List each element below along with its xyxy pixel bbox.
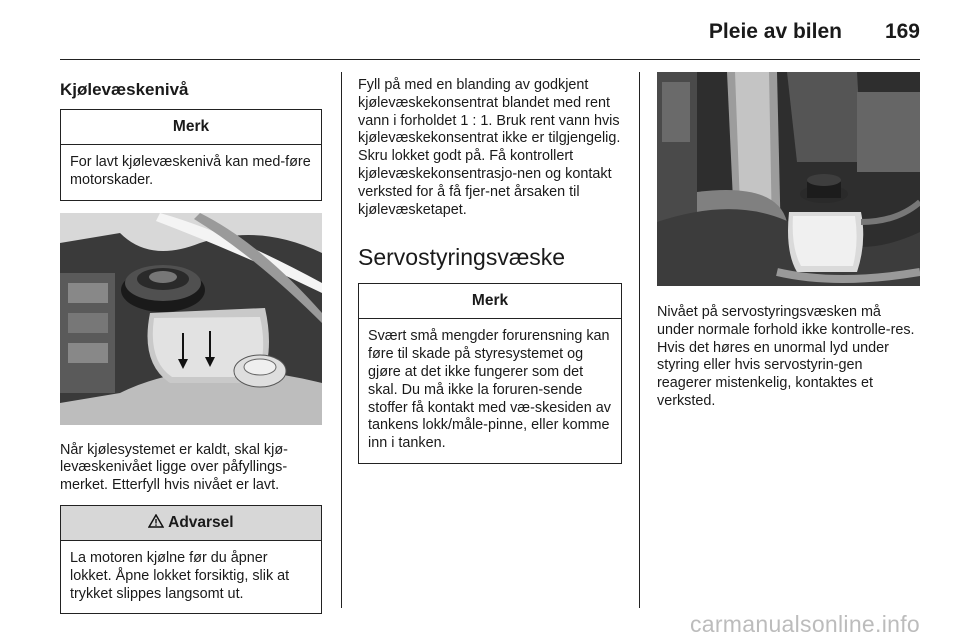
note-box-power-steering — [358, 283, 622, 464]
footer-watermark: carmanualsonline.info — [689, 611, 920, 637]
column-coolant-continued — [358, 77, 622, 476]
note-label: Merk — [359, 284, 621, 319]
warning-triangle-icon — [148, 514, 164, 528]
header-divider — [60, 59, 920, 60]
note-text: For lavt kjølevæskenivå kan med-føre motorskader. — [70, 154, 311, 188]
column-power-steering — [657, 72, 920, 411]
section-title-coolant: Kjølevæskenivå — [60, 80, 189, 99]
column-divider-1 — [341, 72, 342, 608]
coolant-fill-text: Fyll på med en blanding av godkjent kjølevæskekonsentrat blandet med rent vann i forholdet 1 : 1. Bruk rent vann hvis kjølevæskekonsentrat ikke er tilgjengelig. Skru lokket godt på. Få kontrollert kjølevæskekonsentrasjo-nen og kontakt verksted for å få fjer-net årsaken til kjølevæsketapet. — [358, 77, 621, 218]
warning-text: La motoren kjølne før du åpner lokket. Åpne lokket forsiktig, slik at trykket slippes langsomt ut. — [70, 549, 290, 602]
note-label: Merk — [61, 110, 321, 145]
page-number: 169 — [884, 20, 920, 43]
power-steering-body-text: Nivået på servostyringsvæsken må under normale forhold ikke kontrolle-res. Hvis det høres en unormal lyd under styring eller hvis servostyrin-gen reagerer mistenkelig, kontaktes et verksted. — [657, 304, 915, 409]
section-title-power-steering: Servostyringsvæske — [358, 244, 566, 271]
note-text: Svært små mengder forurensning kan føre til skade på styresystemet og gjøre at det ikke fungerer som det skal. Du må ikke la foruren-sende stoffer få kontakt med væ-skesiden av tankens lokk/måle-pinne, eller komme inn i tanken. — [368, 328, 611, 452]
coolant-body-text: Når kjølesystemet er kaldt, skal kjø-levæskenivået ligge over påfyllings-merket. Etterfyll hvis nivået er lavt. — [60, 441, 288, 494]
warning-label: Advarsel — [168, 513, 234, 531]
warning-header — [61, 506, 321, 541]
column-coolant — [60, 72, 322, 626]
header-title: Pleie av bilen — [708, 20, 842, 43]
note-box-coolant — [60, 109, 322, 201]
column-divider-2 — [639, 72, 640, 608]
power-steering-reservoir-illustration — [657, 72, 920, 286]
coolant-reservoir-illustration — [60, 213, 322, 425]
warning-box — [60, 505, 322, 614]
